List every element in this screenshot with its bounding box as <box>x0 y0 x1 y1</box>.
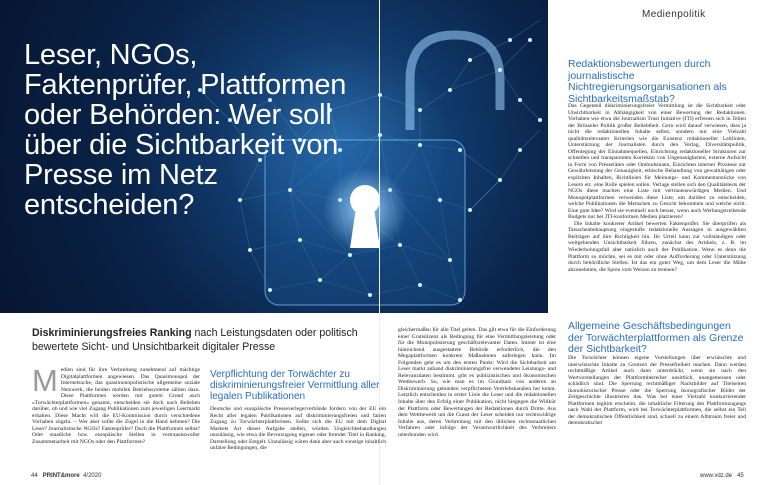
body-paragraph: edien sind für ihre Verbreitung zunehmend auf mächtige Digitalplattformen angewiesen. Das Quasimonopol der Internetsuche, das quasimonopolistische allgemeine soziale Netzwerk, die beiden mobilen Betriebssysteme zählen dazu. Diese Plattformen werden mit gutem Grund auch »Torwächterplattformen« genannt, entscheiden sie doch nach Belieben darüber, ob und wie viel Zugang Publikationen zum jeweiligen Leermarkt erhalten. Diese Macht will die EU-Kommission durch verschiedene Vorhaben zügeln. – Wer aber sollte die Zügel in die Hand nehmen? Die Leser? Journalistische NGOs? Faktenprüfer? Doch die Plattformen selbst? Oder staatliche bzw. europäische Stellen in vertrauenswoller Zusammenarbeit mit NGOs oder den Plattformen? <box>32 367 200 446</box>
magazine-name: PRINT&more <box>42 473 80 479</box>
headline: Leser, NGOs, Faktenprüfer, Plattformen oder Behörden: Wer soll über die Sichtbarkeit von Presse im Netz entscheiden? <box>24 39 347 221</box>
subhead-redaktionsbewertungen: Redaktionsbewertungen durch journalistische Nichtregierungsorganisationen als Sichtbarkeitsmaßstab? <box>568 58 727 105</box>
page-number-left: 44 <box>31 473 38 479</box>
footer-right <box>700 473 744 479</box>
lead-bold: Diskriminierungsfreies Ranking <box>32 327 192 339</box>
subhead-verpflichtung: Verpflichtung der Torwächter zu diskriminierungsfreier Vermittlung aller legalen Publikationen <box>210 369 380 402</box>
body-paragraph: Die Inhalte konkreter Artikel bewerten Faktenprüfer. Sie überprüfen als Tatsachenbehauptung eingestufte redaktionelle Aussagen in ausgewählten Beiträgen auf ihre Richtigkeit hin. Ihr Urteil kann zur vollständigen oder weitgehenden Unsichtbarkeit führen, zunächst des Artikels, z. B. im Wiederholungsfall aber natürlich auch der Publikation. Wenn es denn die Plattform so möchte, sei es mit oder ohne Aufforderung oder Unterstützung durch behördliche Stellen. Ist das ein guter Weg, um dem Leser die Mühe abzunehmen, die Spreu vom Weizen zu trennen? <box>568 220 746 273</box>
body-column-3 <box>398 327 556 468</box>
lead-text <box>32 327 392 354</box>
page-number-right: 45 <box>737 473 744 479</box>
section-rubric: Medienpolitik <box>642 9 706 20</box>
body-paragraph: Das Gegenteil diskriminierungsfreier Vermittlung ist die Sichtbarkeit oder Unsichtbarkeit in Abhängigkeit von einer Bewertung der Redaktionen. Vorhaben wie etwa die Journalism Trust Initiative (JTI) erfreuen sich in Teilen der Brüsseler Politik großer Beliebtheit. Gern wird darauf verwiesen, dass ja nicht die redaktionellen Inhalte selbst, sondern nur eine Vielzahl qualitätsrelevanter Kriterien wie die Existenz redaktioneller Leitlinien, Unterstützung der Journalisten durch den Verlag, Diversitätspolitik, Offenlegung der Einnahmequellen, Einrichtung redaktioneller Strukturen zur schnellen und transparenten Korrektur von Ungenauigkeiten, externe Aufsicht in Form von Presseräten oder Ombudsmann, Einrichten interner Prozesse zur Gewährleistung der Genauigkeit, ethische Behandlung von gewalttätigen oder expliziten Inhalten, Richtlinien für Meinungs- und Kommentarstücke von Lesern etc. eine Rolle spielen sollen. Verlage stellen sich den Qualitätstests der NGOs diese machen eine Liste mit vertrauenswürdigen Medien. Und Monopolplattformen verwenden diese Liste, um darüber zu entscheiden, welche Publikationen die Menschen zu Gesicht bekommen und welche nicht. Eine gute Idee? Wird sie eventuell noch besser, wenn auch Werbungstreibende Budgets nur bei JTI-konformen Medien platzieren? <box>568 103 746 221</box>
body-column-1 <box>32 367 200 467</box>
body-paragraph: Deutsche und europäische Presseverlegerverbände fordern von der EU ein Recht aller legalen Publikationen auf diskriminierungsfreien und fairen Zugang zu Torwächterplattformen. Sollte sich die EU mit dem Digital Markets Act dieser Aufgabe stellen, würden Ungleichbehandlungen unzulässig, wie etwa die Bevorzugung eigener oder fremder Titel in Ranking, Darstellung oder Entgelt. Unzulässig wären dann aber auch sonstige inhaltlich unfaire Bedingungen, die <box>210 406 386 452</box>
footer-left <box>31 473 101 479</box>
issue-number: 4/2020 <box>83 473 102 479</box>
body-column-4b <box>568 355 746 468</box>
subhead-agb-torwaechter: Allgemeine Geschäftsbedingungen der Torwächterplattformen als Grenze der Sichtbarkeit? <box>568 320 744 355</box>
lead-rest: nach Leistungsdaten oder politisch bewertete Sicht- und Unsichtbarkeit digitaler Presse <box>32 327 358 353</box>
body-column-2 <box>210 406 386 468</box>
body-column-4 <box>568 103 746 317</box>
body-paragraph: gleichermaßen für alle Titel gelten. Das gilt etwa für die Einforderung einer Gratislizenz als Bedingung für eine Vermittlungsleistung oder für die Monopolisierung geschäftsrelevanter Daten. Immer ist eine hinreichend ausgestattete Behörde erforderlich, die den Megaplattformen konkrete Maßnahmen auferlegen kann. Im Folgenden geht es um den ersten Punkt: Wird die Sichtbarkeit am Leser markt anhand diskriminierungsfrei verwendeter Leistungs- und Relevanzdaten bestimmt, gibt es publizistischen und ökonomischen Wettbewerb. So, wie man es im Grundsatz von anderen an Diskriminierung gebunden verpflichteten Vertriebskanälen her kennt. Letztlich entscheiden in erster Linie die Leser und die redaktionellen Inhalte über den Erfolg einer Publikation, nicht hingegen die Willkür der Plattform oder Bewertungen der Redaktionen durch Dritte. Aus dem Wettbewerb um die Gunst der Leser scheiden nur rechtswidrige Inhalte aus, deren Verbreitung mit den üblichen rechtsstaatlichen Verfahren oder infolge der Verantwortlichkeit des Verbreiters unterbunden wird. <box>398 327 556 438</box>
drop-cap: M <box>32 367 58 398</box>
footer-website: www.vdz.de <box>700 473 733 479</box>
hero-image-padlock-network <box>0 0 548 313</box>
body-paragraph: Die Torwächter können eigene Vorstellungen über erwünschte und unerwünschte Inhalte zu Grenzen der Pressefreiheit machen. Dann werden rechtmäßige Artikel auch dann unterdrückt, wenn sie nach den Wertvorstellungen der Plattformbetreiber unsittlich, unangemessen oder schädlich sind. Die Sperrung rechtmäßiger Nacktbilder auf Titelseiten ikonohistorischer Presse oder die Sperrung ikonografischer Bilder der Zeitgeschichte illustrieren das. Was bei einer Vielzahl konkurrierender Plattformen legitim erscheint, die inhaltliche Filterung des Plattformzugangs nach Wahl der Plattform, wird bei Torwächterplattformen, die selbst ein Teil der demokratischen Öffentlichkeit sind, schnell zu einem Albtraum freier und demokratischer <box>568 355 746 427</box>
